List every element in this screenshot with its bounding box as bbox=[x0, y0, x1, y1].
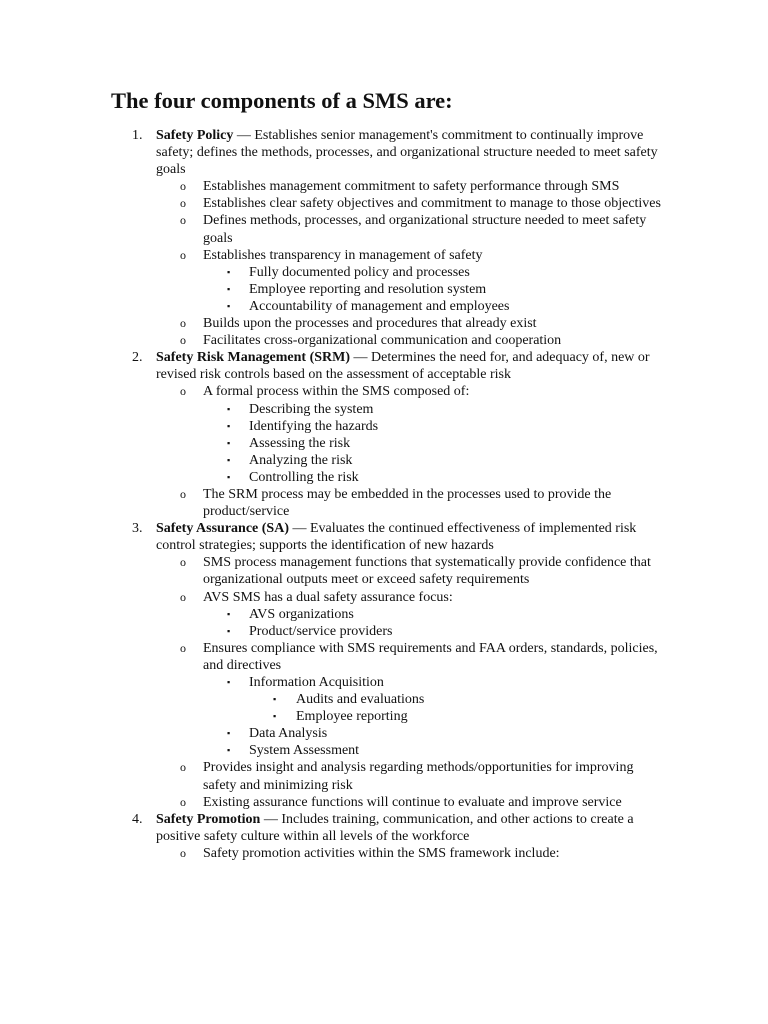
circle-bullet-icon: o bbox=[180, 760, 186, 775]
list-number: 3. bbox=[132, 521, 143, 537]
component-description: — Evaluates the continued effectiveness of implemented risk control strategies; supports the identification of new hazards bbox=[156, 521, 637, 554]
list-item-text: Controlling the risk bbox=[249, 469, 359, 485]
component-item-safety-promotion bbox=[0, 811, 661, 845]
list-item-text: A formal process within the SMS composed of: bbox=[203, 384, 470, 400]
component-name: Safety Risk Management (SRM) bbox=[156, 350, 351, 366]
list-item bbox=[0, 195, 661, 212]
components-list bbox=[0, 127, 768, 862]
square-bullet-icon: ▪ bbox=[227, 403, 231, 414]
circle-bullet-icon: o bbox=[180, 333, 186, 348]
list-item bbox=[0, 332, 661, 349]
circle-bullet-icon: o bbox=[180, 213, 186, 228]
component-description: — Includes training, communication, and other actions to create a positive safety culture within all levels of the workforce bbox=[156, 811, 634, 844]
circle-bullet-icon: o bbox=[180, 589, 186, 604]
component-item-safety-risk-management bbox=[0, 349, 661, 383]
list-item bbox=[0, 589, 661, 606]
list-item-text: Data Analysis bbox=[249, 726, 328, 742]
square-bullet-icon: ▪ bbox=[227, 608, 231, 619]
component-name: Safety Assurance (SA) bbox=[156, 521, 289, 537]
list-item bbox=[0, 212, 661, 246]
square-bullet-icon: ▪ bbox=[227, 454, 231, 465]
list-item-text: Employee reporting bbox=[296, 709, 408, 725]
square-bullet-icon: ▪ bbox=[227, 437, 231, 448]
list-item-text: SMS process management functions that systematically provide confidence that organizational outputs meet or exceed safety requirements bbox=[203, 555, 651, 588]
list-item bbox=[0, 640, 661, 674]
square-bullet-icon: ▪ bbox=[227, 283, 231, 294]
circle-bullet-icon: o bbox=[180, 196, 186, 211]
list-item-text: Product/service providers bbox=[249, 623, 393, 639]
list-item bbox=[0, 606, 661, 623]
component-name: Safety Promotion bbox=[156, 811, 261, 827]
square-bullet-icon: ▪ bbox=[227, 728, 231, 739]
list-item bbox=[0, 264, 661, 281]
component-item-safety-policy bbox=[0, 127, 661, 178]
list-item bbox=[0, 247, 661, 264]
square-bullet-icon: ▪ bbox=[273, 694, 277, 705]
list-item-text: Existing assurance functions will continue to evaluate and improve service bbox=[203, 794, 622, 810]
list-item bbox=[0, 401, 661, 418]
list-item-text: Facilitates cross-organizational communication and cooperation bbox=[203, 333, 562, 349]
component-item-safety-assurance bbox=[0, 520, 661, 554]
list-number: 2. bbox=[132, 350, 143, 366]
list-item-text: System Assessment bbox=[249, 743, 360, 759]
list-item-text: AVS SMS has a dual safety assurance focus: bbox=[203, 589, 453, 605]
list-item bbox=[0, 298, 661, 315]
circle-bullet-icon: o bbox=[180, 316, 186, 331]
list-item-text: Fully documented policy and processes bbox=[249, 264, 470, 280]
list-item bbox=[0, 383, 661, 400]
circle-bullet-icon: o bbox=[180, 845, 186, 860]
square-bullet-icon: ▪ bbox=[227, 471, 231, 482]
list-item-text: AVS organizations bbox=[249, 606, 354, 622]
list-item-text: Accountability of management and employees bbox=[249, 298, 510, 314]
list-item-text: Information Acquisition bbox=[249, 675, 384, 690]
list-item-text: The SRM process may be embedded in the processes used to provide the product/service bbox=[203, 486, 612, 520]
list-item bbox=[0, 315, 661, 332]
list-item-text: Establishes transparency in management of safety bbox=[203, 247, 483, 263]
list-item-text: Ensures compliance with SMS requirements and FAA orders, standards, policies, and directives bbox=[203, 640, 658, 673]
square-bullet-icon: ▪ bbox=[227, 625, 231, 636]
list-item-text: Establishes management commitment to safety performance through SMS bbox=[203, 179, 620, 195]
circle-bullet-icon: o bbox=[180, 486, 186, 501]
list-item bbox=[0, 845, 661, 862]
list-number: 4. bbox=[132, 811, 143, 827]
circle-bullet-icon: o bbox=[180, 247, 186, 262]
square-bullet-icon: ▪ bbox=[227, 266, 231, 277]
component-name: Safety Policy bbox=[156, 128, 234, 143]
circle-bullet-icon: o bbox=[180, 179, 186, 194]
list-item bbox=[0, 281, 661, 298]
list-item bbox=[0, 452, 661, 469]
list-item bbox=[0, 708, 661, 725]
list-item-text: Assessing the risk bbox=[249, 435, 351, 451]
list-item bbox=[0, 178, 661, 195]
circle-bullet-icon: o bbox=[180, 555, 186, 570]
square-bullet-icon: ▪ bbox=[227, 300, 231, 311]
list-item-text: Audits and evaluations bbox=[296, 692, 425, 708]
square-bullet-icon: ▪ bbox=[227, 677, 231, 687]
list-item bbox=[0, 435, 661, 452]
circle-bullet-icon: o bbox=[180, 794, 186, 809]
list-item bbox=[0, 742, 661, 759]
list-item bbox=[0, 554, 661, 588]
list-item bbox=[0, 759, 661, 793]
list-item bbox=[0, 623, 661, 640]
list-item-text: Builds upon the processes and procedures that already exist bbox=[203, 316, 537, 332]
list-item bbox=[0, 674, 661, 691]
component-description: — Determines the need for, and adequacy of, new or revised risk controls based on the assessment of acceptable risk bbox=[156, 350, 650, 383]
circle-bullet-icon: o bbox=[180, 384, 186, 399]
list-item bbox=[0, 418, 661, 435]
list-item-text: Safety promotion activities within the SMS framework include: bbox=[203, 845, 560, 861]
list-item bbox=[0, 469, 661, 486]
list-item-text: Identifying the hazards bbox=[249, 418, 379, 434]
list-item-text: Analyzing the risk bbox=[249, 452, 353, 468]
list-number: 1. bbox=[132, 128, 143, 143]
circle-bullet-icon: o bbox=[180, 640, 186, 655]
square-bullet-icon: ▪ bbox=[227, 745, 231, 756]
list-item bbox=[0, 691, 661, 708]
list-item bbox=[0, 794, 661, 811]
component-description: — Establishes senior management's commitment to continually improve safety; defines the methods, processes, and organizational structure needed to meet safety goals bbox=[156, 128, 658, 178]
list-item-text: Establishes clear safety objectives and commitment to manage to those objectives bbox=[203, 196, 661, 212]
list-item bbox=[0, 725, 661, 742]
list-item bbox=[0, 486, 661, 520]
list-item-text: Employee reporting and resolution system bbox=[249, 281, 487, 297]
list-item-text: Provides insight and analysis regarding methods/opportunities for improving safety and minimizing risk bbox=[203, 760, 634, 793]
list-item-text: Describing the system bbox=[249, 401, 374, 417]
square-bullet-icon: ▪ bbox=[227, 420, 231, 431]
list-item-text: Defines methods, processes, and organizational structure needed to meet safety goals bbox=[203, 213, 647, 246]
square-bullet-icon: ▪ bbox=[273, 711, 277, 722]
page-title: The four components of a SMS are: bbox=[111, 88, 453, 113]
